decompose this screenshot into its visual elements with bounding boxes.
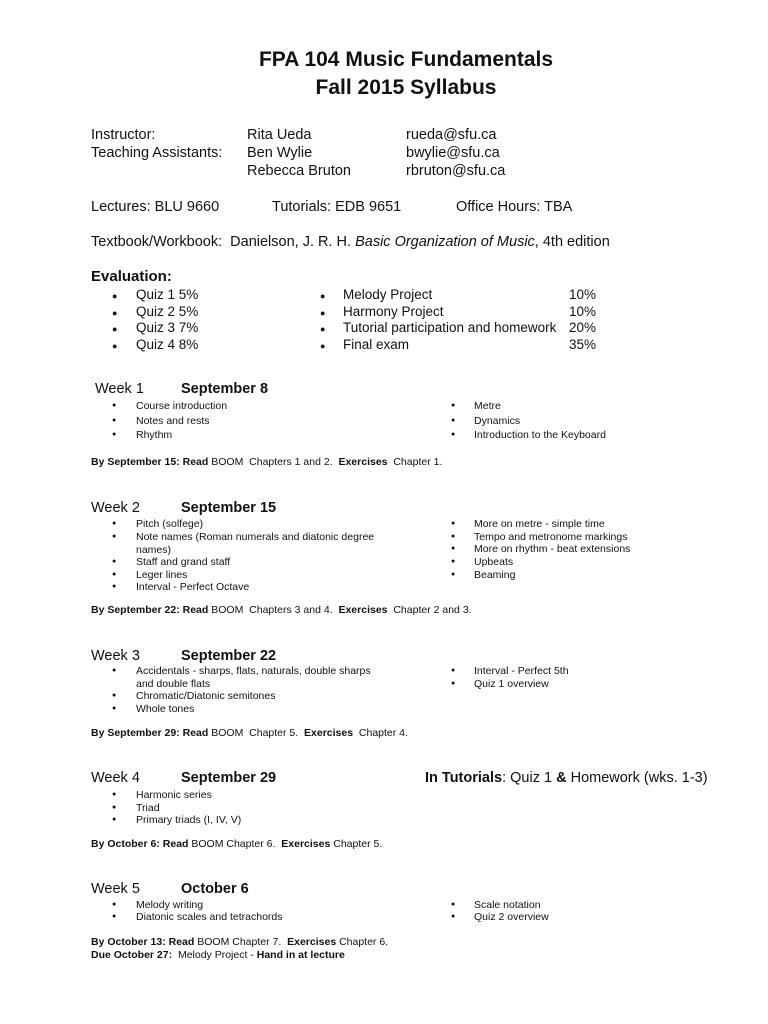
- bullet-icon: ●: [112, 571, 117, 578]
- bullet-icon: ●: [451, 545, 456, 552]
- bullet-icon: ●: [451, 417, 456, 424]
- tutorial-amp: &: [556, 770, 567, 786]
- textbook-prefix: Textbook/Workbook: Danielson, J. R. H.: [91, 234, 356, 250]
- textbook-suffix: , 4th edition: [534, 234, 610, 250]
- eval-harmony-project: Harmony Project: [343, 304, 444, 319]
- bullet-icon: ●: [451, 667, 456, 674]
- eval-tutorial-pct: 20%: [569, 320, 597, 335]
- week-5-topic: Scale notation: [474, 899, 541, 911]
- page-subtitle: Fall 2015 Syllabus: [315, 76, 497, 99]
- bullet-icon: ●: [112, 791, 117, 798]
- read-text: BOOM Chapter 5.: [208, 727, 305, 739]
- week-1-topic: Introduction to the Keyboard: [474, 429, 606, 441]
- week-2-topic: Staff and grand staff: [136, 556, 231, 568]
- bullet-icon: ●: [451, 402, 456, 409]
- assignment-due: By October 6:: [91, 838, 160, 850]
- instructor-label: Instructor:: [91, 127, 156, 143]
- instructor-email: rueda@sfu.ca: [406, 127, 497, 143]
- eval-melody-pct: 10%: [569, 287, 597, 302]
- tutorial-text-2: Homework (wks. 1-3): [566, 770, 708, 786]
- read-text: BOOM Chapter 7.: [194, 936, 288, 948]
- bullet-icon: ●: [320, 291, 326, 301]
- exercises-text: Chapter 6.: [336, 936, 389, 948]
- exercises-text: Chapter 5.: [330, 838, 383, 850]
- bullet-icon: ●: [112, 901, 117, 908]
- lectures-room: Lectures: BLU 9660: [91, 199, 220, 215]
- week-4-topic: Primary triads (I, IV, V): [136, 814, 242, 826]
- week-3-topic: Accidentals - sharps, flats, naturals, double sharps and double flats: [136, 665, 371, 690]
- bullet-icon: ●: [112, 341, 118, 351]
- bullet-icon: ●: [451, 571, 456, 578]
- textbook-title: Basic Organization of Music: [355, 234, 535, 250]
- bullet-icon: ●: [112, 667, 117, 674]
- week-3-topic: Chromatic/Diatonic semitones: [136, 690, 276, 702]
- assignment-due: By October 13:: [91, 936, 166, 948]
- bullet-icon: ●: [451, 520, 456, 527]
- eval-quiz-4: Quiz 4 8%: [136, 337, 199, 352]
- week-2-topic: Pitch (solfege): [136, 518, 204, 530]
- week-1-topic: Course introduction: [136, 400, 228, 412]
- week-5-due: [91, 949, 345, 961]
- week-2-topic: Upbeats: [474, 556, 514, 568]
- exercises-text: Chapter 4.: [353, 727, 408, 739]
- week-2-topic: Beaming: [474, 569, 516, 581]
- due-instruction: Hand in at lecture: [256, 949, 345, 961]
- week-1-topic: Notes and rests: [136, 415, 210, 427]
- week-4-topic: Harmonic series: [136, 789, 212, 801]
- week-3-date: September 22: [181, 648, 277, 664]
- bullet-icon: ●: [320, 308, 326, 318]
- exercises-label: Exercises: [287, 936, 337, 948]
- tutorials-room: Tutorials: EDB 9651: [272, 199, 402, 215]
- eval-quiz-2: Quiz 2 5%: [136, 304, 199, 319]
- bullet-icon: ●: [112, 520, 117, 527]
- eval-harmony-pct: 10%: [569, 304, 597, 319]
- read-label: Read: [182, 604, 209, 616]
- week-4-assignment: [91, 838, 382, 850]
- instructor-name: Rita Ueda: [247, 127, 312, 143]
- bullet-icon: ●: [112, 705, 117, 712]
- week-4-date: September 29: [181, 770, 277, 786]
- bullet-icon: ●: [112, 431, 117, 438]
- bullet-icon: ●: [112, 533, 117, 540]
- eval-final-pct: 35%: [569, 337, 597, 352]
- bullet-icon: ●: [320, 324, 326, 334]
- week-5-topic: Quiz 2 overview: [474, 911, 549, 923]
- week-1-date: September 8: [181, 381, 269, 397]
- week-5-label: Week 5: [91, 881, 140, 897]
- bullet-icon: ●: [112, 583, 117, 590]
- bullet-icon: ●: [112, 291, 118, 301]
- ta1-name: Ben Wylie: [247, 145, 313, 161]
- week-3-label: Week 3: [91, 648, 140, 664]
- bullet-icon: ●: [451, 431, 456, 438]
- assignment-due: By September 22:: [91, 604, 180, 616]
- week-5-topic: Diatonic scales and tetrachords: [136, 911, 283, 923]
- bullet-icon: ●: [451, 558, 456, 565]
- week-2-topic: Interval - Perfect Octave: [136, 581, 250, 593]
- week-4-label: Week 4: [91, 770, 140, 786]
- bullet-icon: ●: [112, 308, 118, 318]
- read-label: Read: [182, 456, 209, 468]
- exercises-label: Exercises: [338, 604, 388, 616]
- eval-tutorial: Tutorial participation and homework: [343, 320, 557, 335]
- read-label: Read: [162, 838, 189, 850]
- eval-final-exam: Final exam: [343, 337, 410, 352]
- bullet-icon: ●: [112, 402, 117, 409]
- ta2-email: rbruton@sfu.ca: [406, 163, 506, 179]
- exercises-label: Exercises: [304, 727, 354, 739]
- exercises-label: Exercises: [338, 456, 388, 468]
- bullet-icon: ●: [112, 324, 118, 334]
- tutorial-bold: In Tutorials: [425, 770, 503, 786]
- bullet-icon: ●: [451, 533, 456, 540]
- week-1-topic: Dynamics: [474, 415, 521, 427]
- week-2-date: September 15: [181, 500, 277, 516]
- bullet-icon: ●: [320, 341, 326, 351]
- bullet-icon: ●: [451, 901, 456, 908]
- ta2-name: Rebecca Bruton: [247, 163, 351, 179]
- assignment-due: By September 15:: [91, 456, 180, 468]
- bullet-icon: ●: [112, 417, 117, 424]
- week-4-topic: Triad: [136, 802, 160, 814]
- bullet-icon: ●: [451, 913, 456, 920]
- week-3-assignment: [91, 727, 408, 739]
- bullet-icon: ●: [112, 816, 117, 823]
- page-title: FPA 104 Music Fundamentals: [258, 48, 554, 71]
- read-text: BOOM Chapters 1 and 2.: [208, 456, 339, 468]
- bullet-icon: ●: [112, 913, 117, 920]
- week-5-date: October 6: [181, 881, 249, 897]
- bullet-icon: ●: [112, 804, 117, 811]
- read-label: Read: [182, 727, 209, 739]
- week-2-assignment: [91, 604, 472, 616]
- week-2-label: Week 2: [91, 500, 140, 516]
- textbook-line: [91, 234, 610, 250]
- ta-label: Teaching Assistants:: [91, 145, 223, 161]
- week-2-topic: Tempo and metronome markings: [474, 531, 628, 543]
- due-text: Melody Project -: [172, 949, 257, 961]
- read-label: Read: [168, 936, 195, 948]
- week-2-topic: Note names (Roman numerals and diatonic degree names): [136, 531, 375, 556]
- bullet-icon: ●: [451, 680, 456, 687]
- week-3-topic: Whole tones: [136, 703, 195, 715]
- week-1-topic: Rhythm: [136, 429, 173, 441]
- week-5-assignment: [91, 936, 388, 948]
- week-2-topic: More on metre - simple time: [474, 518, 605, 530]
- week-2-topic: Leger lines: [136, 569, 188, 581]
- week-4-tutorial-note: [425, 770, 708, 786]
- week-1-topic: Metre: [474, 400, 501, 412]
- week-3-topic: Quiz 1 overview: [474, 678, 549, 690]
- assignment-due: By September 29:: [91, 727, 180, 739]
- evaluation-heading: Evaluation:: [91, 268, 172, 285]
- week-1-assignment: [91, 456, 442, 468]
- bullet-icon: ●: [112, 692, 117, 699]
- read-text: BOOM Chapters 3 and 4.: [208, 604, 339, 616]
- week-3-topic: Interval - Perfect 5th: [474, 665, 569, 677]
- ta1-email: bwylie@sfu.ca: [406, 145, 500, 161]
- week-2-topic: More on rhythm - beat extensions: [474, 543, 631, 555]
- exercises-label: Exercises: [281, 838, 331, 850]
- bullet-icon: ●: [112, 558, 117, 565]
- eval-melody-project: Melody Project: [343, 287, 433, 302]
- eval-quiz-3: Quiz 3 7%: [136, 320, 199, 335]
- read-text: BOOM Chapter 6.: [188, 838, 282, 850]
- office-hours: Office Hours: TBA: [456, 199, 573, 215]
- eval-quiz-1: Quiz 1 5%: [136, 287, 199, 302]
- due-date: Due October 27:: [91, 949, 173, 961]
- exercises-text: Chapter 2 and 3.: [387, 604, 472, 616]
- week-5-topic: Melody writing: [136, 899, 204, 911]
- exercises-text: Chapter 1.: [387, 456, 443, 468]
- week-1-label: Week 1: [95, 381, 144, 397]
- tutorial-text: : Quiz 1: [502, 770, 557, 786]
